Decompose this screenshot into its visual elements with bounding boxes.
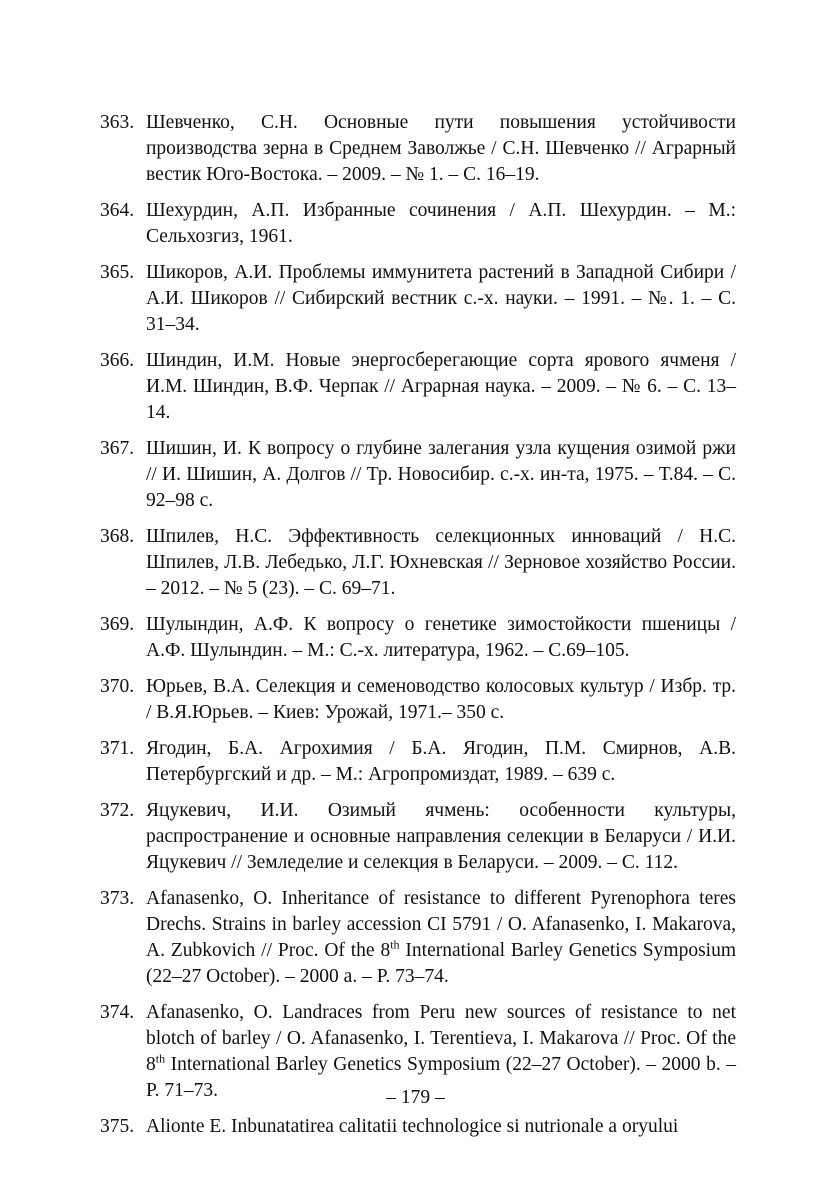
reference-number: 371. [100,738,135,759]
reference-text: Шиндин, И.М. Новые энергосберегающие сорта ярового ячменя / И.М. Шиндин, В.Ф. Черпак // Аграрная наука. – 2009. – № 6. – С. 13–14. [146,350,736,423]
reference-number: 363. [100,112,135,133]
page-number: – 179 – [386,1087,445,1108]
reference-number: 366. [100,350,135,371]
reference-number: 368. [100,526,135,547]
reference-text-part: International Barley Genetics Symposium (22–27 October). – 2000 a. – P. 73–74. [146,940,736,987]
reference-text: Шпилев, Н.С. Эффективность селекционных инноваций / Н.С. Шпилев, Л.В. Лебедько, Л.Г. Юхневская // Зерновое хозяйство России. – 2012. – № 5 (23). – С. 69–71. [146,526,736,599]
reference-text: Шикоров, А.И. Проблемы иммунитета растений в Западной Сибири / А.И. Шикоров // Сибирский вестник с.-х. науки. – 1991. – №. 1. – С. 31–34. [146,262,736,335]
reference-text-part: Afanasenko, O. Inheritance of resistance to different Pyrenophora teres Drechs. Strains in barley accession CI 5791 / O. Afanasenko, I. Makarova, A. Zubkovich // Proc. Of the 8 [146,888,736,961]
reference-item [100,798,736,876]
reference-number: 365. [100,262,135,283]
reference-number: 372. [100,800,135,821]
ordinal-superscript: th [390,937,400,952]
reference-item [100,436,736,514]
reference-number: 369. [100,614,135,635]
reference-text: Шулындин, А.Ф. К вопросу о генетике зимостойкости пшеницы / А.Ф. Шулындин. – М.: С.-х. литература, 1962. – С.69–105. [146,614,736,661]
reference-text: Юрьев, В.А. Селекция и семеноводство колосовых культур / Избр. тр. / В.Я.Юрьев. – Киев: Урожай, 1971.– 350 с. [146,676,736,723]
reference-item [100,886,736,990]
reference-text: Шевченко, С.Н. Основные пути повышения устойчивости производства зерна в Среднем Заволжье / С.Н. Шевченко // Аграрный вестик Юго-Востока. – 2009. – № 1. – С. 16–19. [146,112,736,185]
reference-item [100,110,736,188]
reference-number: 370. [100,676,135,697]
reference-item [100,612,736,664]
reference-item [100,674,736,726]
reference-text: Alionte E. Inbunatatirea calitatii technologice si nutrionale a oryului [146,1116,679,1137]
ordinal-superscript: th [155,1051,166,1066]
reference-text-part: International Barley Genetics Symposium (22–27 October). – 2000 b. – P. 71–73. [146,1054,736,1101]
reference-item [100,260,736,338]
reference-text: Шехурдин, А.П. Избранные сочинения / А.П. Шехурдин. – М.: Сельхозгиз, 1961. [146,200,736,247]
reference-item [100,1114,736,1140]
reference-item [100,198,736,250]
reference-text: Ягодин, Б.А. Агрохимия / Б.А. Ягодин, П.М. Смирнов, А.В. Петербургский и др. – М.: Агропромиздат, 1989. – 639 с. [146,738,736,785]
reference-item [100,736,736,788]
reference-text [146,886,736,990]
reference-number: 364. [100,200,135,221]
reference-item [100,348,736,426]
reference-text-part: Afanasenko, O. Landraces from Peru new sources of resistance to net blotch of barley / O. Afanasenko, I. Terentieva, I. Makarova // Proc. Of the 8 [146,1002,736,1075]
reference-number: 367. [100,438,135,459]
reference-number: 373. [100,888,135,909]
reference-list [100,110,736,1150]
reference-number: 374. [100,1002,135,1023]
reference-number: 375. [100,1116,135,1137]
reference-item [100,524,736,602]
reference-text: Яцукевич, И.И. Озимый ячмень: особенности культуры, распространение и основные направления селекции в Беларуси / И.И. Яцукевич // Земледелие и селекция в Беларуси. – 2009. – С. 112. [146,800,736,873]
reference-text: Шишин, И. К вопросу о глубине залегания узла кущения озимой ржи // И. Шишин, А. Долгов // Тр. Новосибир. с.-х. ин-та, 1975. – Т.84. – С. 92–98 с. [146,438,736,511]
